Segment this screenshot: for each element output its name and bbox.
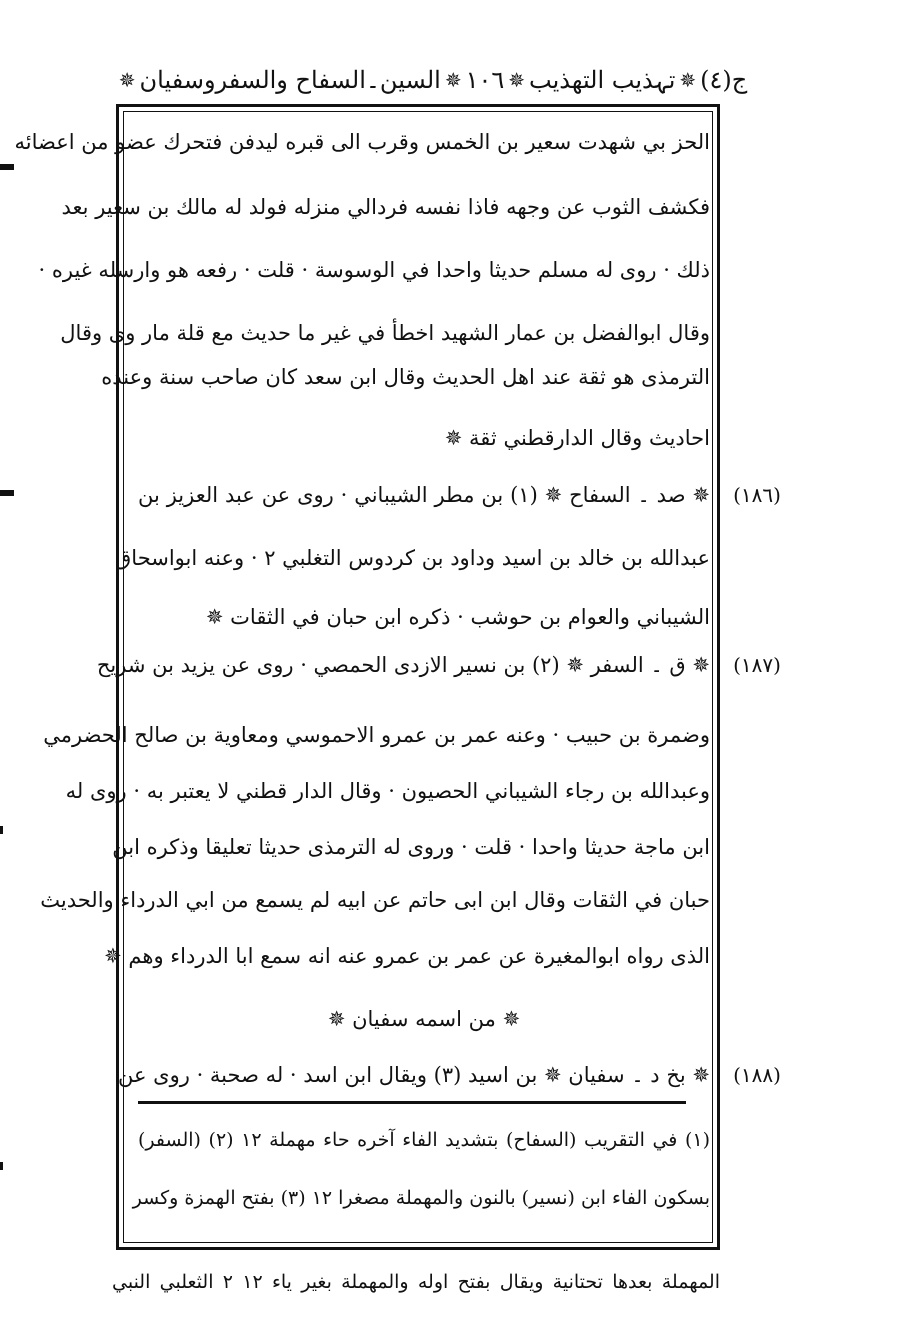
page-header xyxy=(112,58,754,102)
entry-number: (١٨٦) xyxy=(733,483,781,507)
entry-line: وعبدالله بن رجاء الشيباني الحصيون · وقال الدار قطني لا يعتبر به · روى له xyxy=(65,779,710,803)
footnote-separator xyxy=(138,1101,686,1104)
body-line: الحز بي شهدت سعير بن الخمس وقرب الى قبره ليدفن فتحرك عضو من اعضائه xyxy=(14,130,710,154)
entry-line: ✵ صد ۔ السفاح ✵ (١) بن مطر الشيباني · روى عن عبد العزيز بن xyxy=(138,483,710,507)
entry-number: (١٨٨) xyxy=(733,1063,781,1087)
margin-mark xyxy=(0,164,14,170)
volume-label: ج(٤) xyxy=(700,66,748,94)
page-number: ١٠٦ xyxy=(465,66,505,94)
entry-line: ابن ماجة حديثا واحدا · قلت · وروى له الترمذى حديثا تعليقا وذكره ابن xyxy=(112,835,710,859)
entry-line: ✵ ق ۔ السفر ✵ (٢) بن نسير الازدى الحمصي · روى عن يزيد بن شريح xyxy=(96,653,710,677)
margin-mark xyxy=(0,490,14,496)
entry-line: عبدالله بن خالد بن اسيد وداود بن كردوس التغلبي ٢ · وعنه ابواسحاق xyxy=(115,546,710,570)
footnote-line: (١) في التقريب (السفاح) بتشديد الفاء آخره حاء مهملة ١٢ (٢) (السفر) xyxy=(138,1129,711,1151)
section-heading: ✵ من اسمه سفيان ✵ xyxy=(327,1007,521,1031)
body-line: فكشف الثوب عن وجهه فاذا نفسه فردالي منزله فولد له مالك بن سعير بعد xyxy=(61,195,710,219)
body-line: ذلك · روى له مسلم حديثا واحدا في الوسوسة · قلت · رفعه هو وارسله غيره · xyxy=(38,258,710,282)
ornament-icon: ✵ xyxy=(444,68,462,92)
section-title: السین۔السفاح والسفروسفیان xyxy=(139,66,441,94)
entry-line: الشيباني والعوام بن حوشب · ذكره ابن حبان في الثقات ✵ xyxy=(205,605,710,629)
body-line: وقال ابوالفضل بن عمار الشهيد اخطأ في غير ما حديث مع قلة مار وى وقال xyxy=(60,321,710,345)
entry-line: ✵ بخ د ۔ سفيان ✵ بن اسيد (٣) ويقال ابن اسد · له صحبة · روى عن xyxy=(117,1063,710,1087)
ornament-icon: ✵ xyxy=(118,68,136,92)
entry-line: الذى رواه ابوالمغيرة عن عمر بن عمرو عنه انه سمع ابا الدرداء وهم ✵ xyxy=(104,944,710,968)
entry-number: (١٨٧) xyxy=(733,653,781,677)
footnote-continuation: المهملة بعدها تحتانية ويقال بفتح اوله والمهملة بغير ياء ١٢ ٢ الثعلبي النبي xyxy=(112,1271,721,1293)
book-title: تہذیب التھذیب xyxy=(529,66,676,94)
entry-line: وضمرة بن حبيب · وعنه عمر بن عمرو الاحموسي ومعاوية بن صالح الحضرمي xyxy=(43,723,710,747)
margin-mark xyxy=(0,826,3,834)
body-line: الترمذى هو ثقة عند اهل الحديث وقال ابن سعد كان صاحب سنة وعنده xyxy=(101,365,710,389)
entry-line: حبان في الثقات وقال ابن ابى حاتم عن ابيه لم يسمع من ابي الدرداء والحديث xyxy=(40,888,710,912)
ornament-icon: ✵ xyxy=(508,68,526,92)
body-line: احاديث وقال الدارقطني ثقة ✵ xyxy=(444,426,710,450)
footnote-line: بسكون الفاء ابن (نسير) بالنون والمهملة مصغرا ١٢ (٣) بفتح الهمزة وكسر xyxy=(132,1187,710,1209)
margin-mark xyxy=(0,1162,3,1170)
ornament-icon: ✵ xyxy=(679,68,697,92)
